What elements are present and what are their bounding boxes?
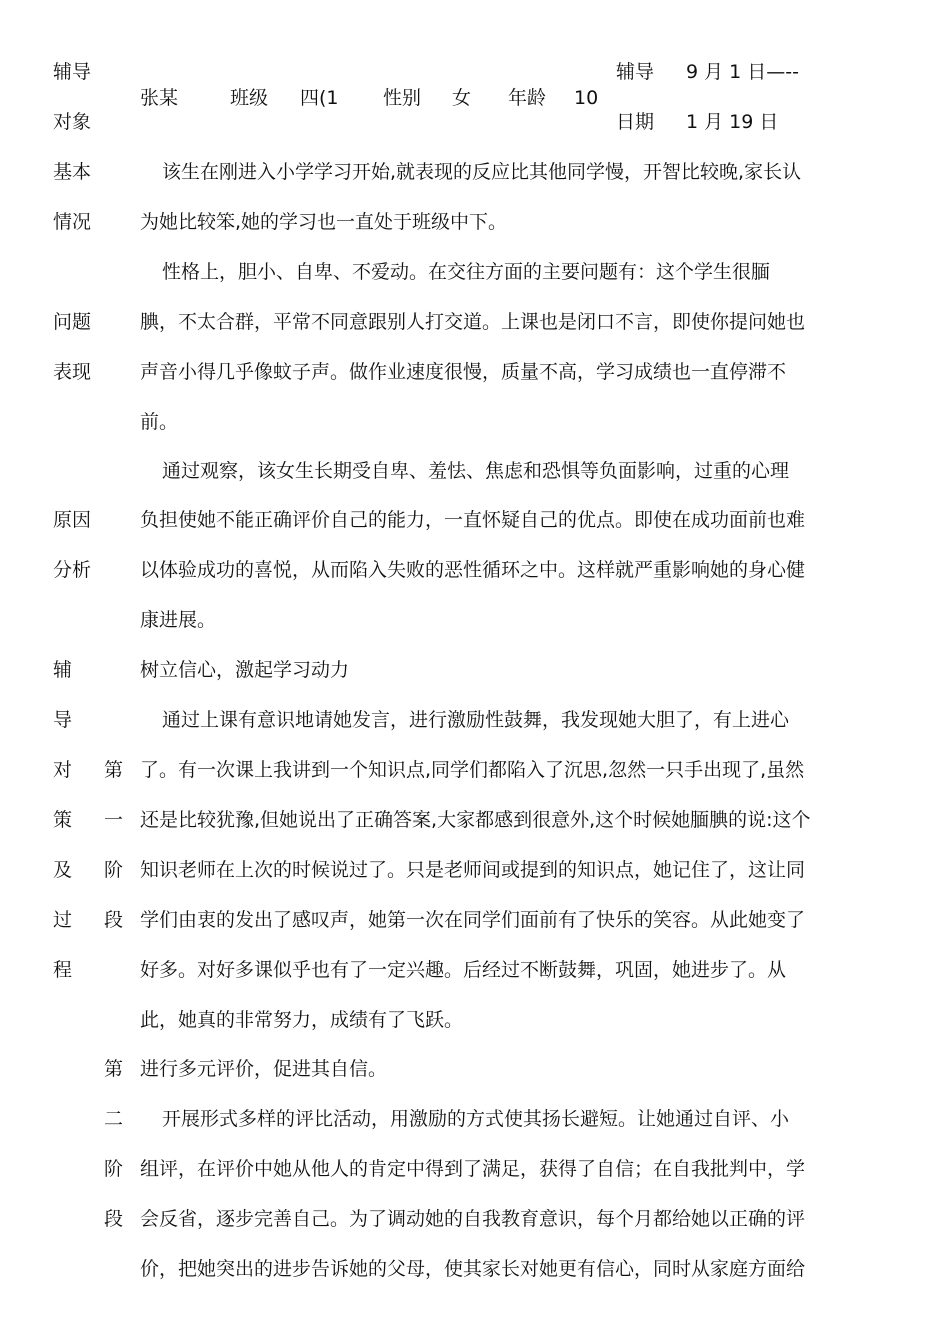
label-cause-line1: 原因 [53, 509, 92, 531]
label-stage1-char: 一 [104, 809, 124, 831]
label-strategy-char: 及 [53, 859, 73, 881]
stage2-text-line: 组评，在评价中她从他人的肯定中得到了满足，获得了自信；在自我批判中，学 [140, 1158, 806, 1180]
stage1-heading: 树立信心，激起学习动力 [140, 659, 350, 681]
cause-text-line: 通过观察，该女生长期受自卑、羞怯、焦虑和恐惧等负面影响，过重的心理 [162, 460, 790, 482]
problem-text-line: 腆，不太合群，平常不同意跟别人打交道。上课也是闭口不言，即使你提问她也 [140, 311, 806, 333]
label-basic-line2: 情况 [53, 211, 92, 233]
cause-text-line: 康进展。 [140, 609, 217, 631]
label-cause-line2: 分析 [53, 559, 92, 581]
stage1-text-line: 知识老师在上次的时候说过了。只是老师间或提到的知识点，她记住了，这让同 [140, 859, 806, 881]
label-strategy-char: 辅 [53, 659, 73, 681]
label-stage2-char: 第 [104, 1058, 124, 1080]
label-stage2-char: 二 [104, 1108, 124, 1130]
stage1-text-line: 好多。对好多课似乎也有了一定兴趣。后经过不断鼓舞，巩固，她进步了。从 [140, 959, 787, 981]
label-age: 年龄 [508, 87, 547, 109]
label-counsel-date-line2: 日期 [616, 111, 655, 133]
label-basic-line1: 基本 [53, 161, 92, 183]
date-start: 9 月 1 日—-- [686, 61, 800, 83]
class-value: 四(1 [300, 87, 339, 109]
gender-value: 女 [452, 87, 472, 109]
basic-text-line: 为她比较笨,她的学习也一直处于班级中下。 [140, 211, 508, 233]
label-counsel-date-line1: 辅导 [616, 61, 655, 83]
label-stage2-char: 段 [104, 1208, 124, 1230]
stage2-text-line: 价，把她突出的进步告诉她的父母，使其家长对她更有信心，同时从家庭方面给 [140, 1258, 806, 1280]
cause-text-line: 以体验成功的喜悦，从而陷入失败的恶性循环之中。这样就严重影响她的身心健 [140, 559, 806, 581]
label-problem-line2: 表现 [53, 361, 92, 383]
label-gender: 性别 [383, 87, 422, 109]
label-problem-line1: 问题 [53, 311, 92, 333]
problem-text-line: 前。 [140, 411, 179, 433]
stage2-heading: 进行多元评价，促进其自信。 [140, 1058, 388, 1080]
label-strategy-char: 过 [53, 909, 73, 931]
stage1-text-line: 还是比较犹豫,但她说出了正确答案,大家都感到很意外,这个时候她腼腆的说:这个 [140, 809, 811, 831]
problem-text-line: 性格上，胆小、自卑、不爱动。在交往方面的主要问题有：这个学生很腼 [162, 261, 771, 283]
age-value: 10 [574, 87, 599, 109]
stage1-text-line: 通过上课有意识地请她发言，进行激励性鼓舞，我发现她大胆了，有上进心 [162, 709, 790, 731]
label-strategy-char: 导 [53, 709, 73, 731]
label-counsel-object-line1: 辅导 [53, 61, 92, 83]
stage1-text-line: 此，她真的非常努力，成绩有了飞跃。 [140, 1009, 464, 1031]
stage1-text-line: 学们由衷的发出了感叹声，她第一次在同学们面前有了快乐的笑容。从此她变了 [140, 909, 806, 931]
cause-text-line: 负担使她不能正确评价自己的能力，一直怀疑自己的优点。即使在成功面前也难 [140, 509, 806, 531]
stage1-text-line: 了。有一次课上我讲到一个知识点,同学们都陷入了沉思,忽然一只手出现了,虽然 [140, 759, 805, 781]
basic-text-line: 该生在刚进入小学学习开始,就表现的反应比其他同学慢，开智比较晚,家长认 [162, 161, 802, 183]
label-strategy-char: 对 [53, 759, 73, 781]
label-stage1-char: 第 [104, 759, 124, 781]
label-strategy-char: 程 [53, 959, 73, 981]
problem-text-line: 声音小得几乎像蚊子声。做作业速度很慢，质量不高，学习成绩也一直停滞不 [140, 361, 787, 383]
student-name: 张某 [140, 87, 179, 109]
label-counsel-object-line2: 对象 [53, 111, 92, 133]
label-stage1-char: 阶 [104, 859, 124, 881]
label-stage1-char: 段 [104, 909, 124, 931]
stage2-text-line: 开展形式多样的评比活动，用激励的方式使其扬长避短。让她通过自评、小 [162, 1108, 790, 1130]
label-class: 班级 [230, 87, 269, 109]
label-strategy-char: 策 [53, 809, 73, 831]
label-stage2-char: 阶 [104, 1158, 124, 1180]
date-end: 1 月 19 日 [686, 111, 779, 133]
stage2-text-line: 会反省，逐步完善自己。为了调动她的自我教育意识，每个月都给她以正确的评 [140, 1208, 806, 1230]
